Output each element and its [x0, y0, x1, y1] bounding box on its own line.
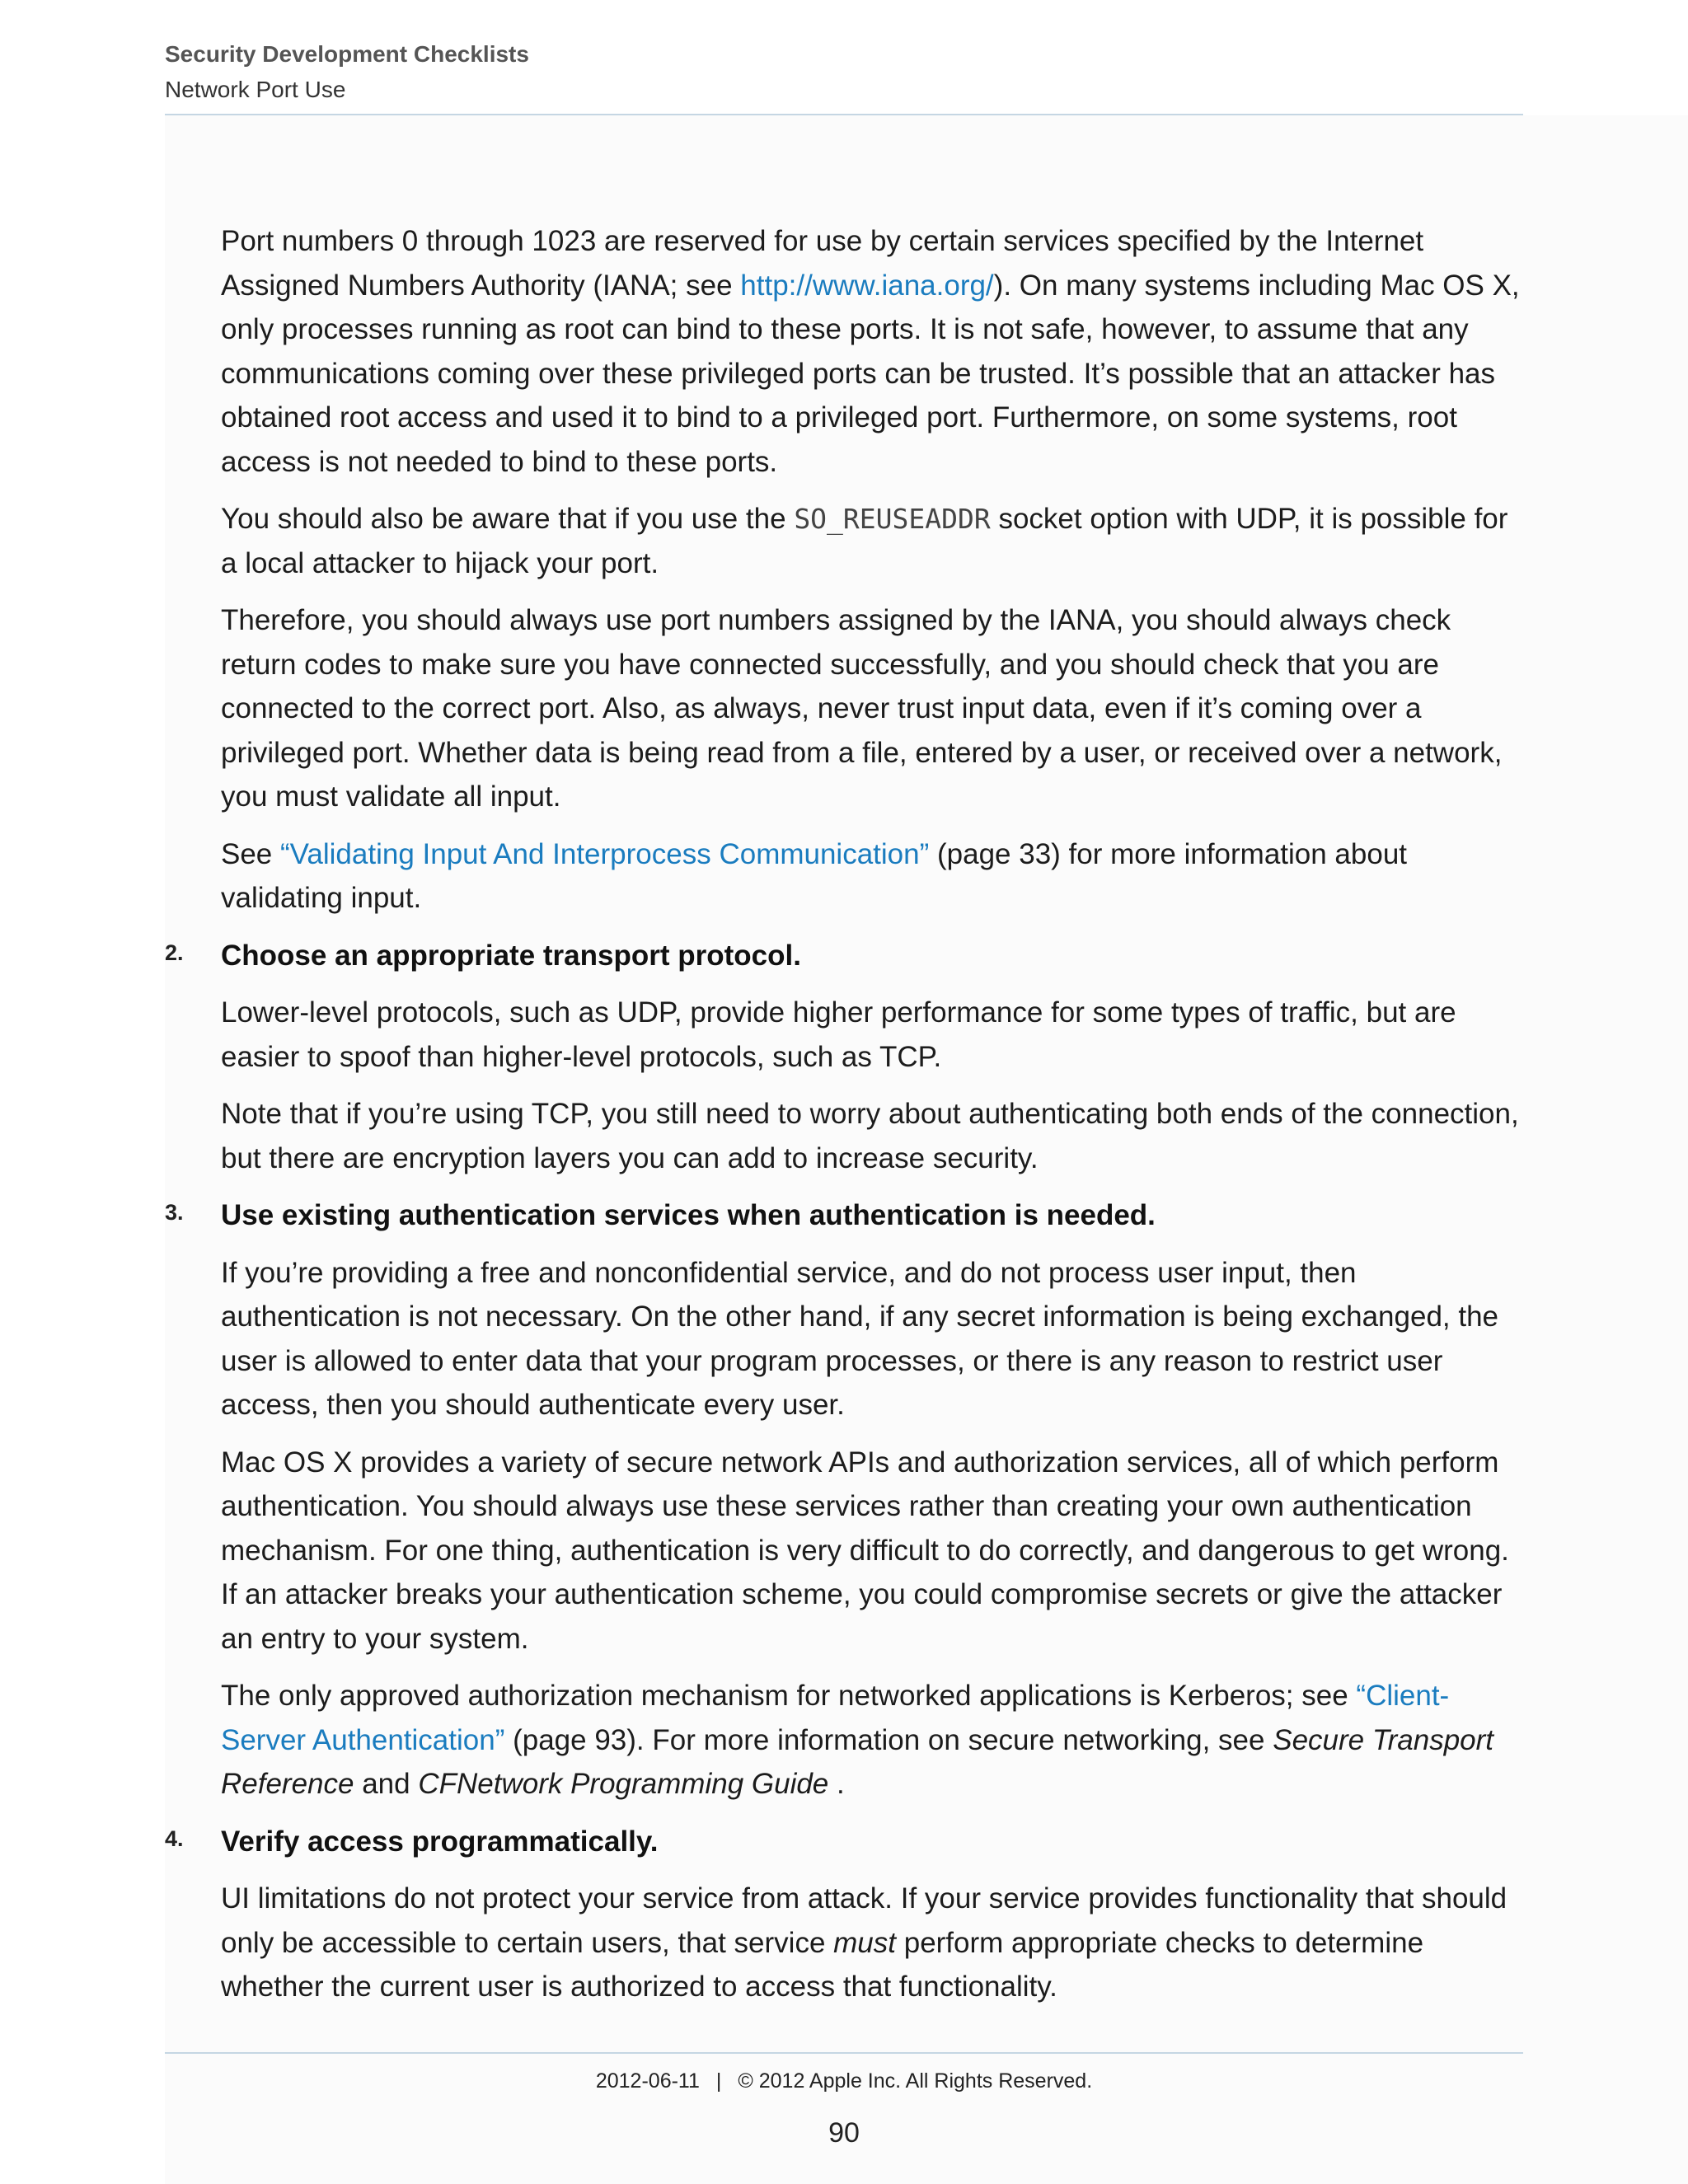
- footer-divider: [165, 2052, 1523, 2054]
- paragraph-therefore: Therefore, you should always use port numbers assigned by the IANA, you should always check return codes to make sure you have connected successfully, and you should check that you are connected to the correct port. Also, as always, never trust input data, even if it’s coming over a privileged port. Whether data is being read from a file, entered by a user, or received over a network, you must validate all input.: [221, 604, 1503, 813]
- footer-date: 2012-06-11: [595, 2069, 700, 2093]
- validating-input-link[interactable]: “Validating Input And Interprocess Communication”: [280, 837, 930, 870]
- document-title: Security Development Checklists: [165, 41, 529, 67]
- step-number: 2.: [165, 940, 184, 965]
- step-heading: Choose an appropriate transport protocol.: [221, 939, 801, 972]
- step-paragraph: UI limitations do not protect your service from attack. If your service provides functionality that should only be accessible to certain users, that service must perform appropriate checks to determine whether the current user is authorized to access that functionality.: [221, 1882, 1507, 2003]
- secure-transport-reference: Secure Transport Reference: [221, 1723, 1494, 1800]
- footer-separator: |: [715, 2069, 722, 2093]
- client-server-auth-link[interactable]: “Client-Server Authentication”: [221, 1680, 1450, 1756]
- step-paragraph: Lower-level protocols, such as UDP, provide higher performance for some types of traffic, but are easier to spoof than higher-level protocols, such as TCP.: [221, 996, 1456, 1073]
- footer-copyright: © 2012 Apple Inc. All Rights Reserved.: [738, 2069, 1093, 2093]
- step-2: [165, 934, 1523, 1181]
- paragraph-see-validating: See “Validating Input And Interprocess Communication” (page 33) for more information about validating input.: [221, 837, 1408, 914]
- paragraph-reuseaddr: You should also be aware that if you use the SO_REUSEADDR socket option with UDP, it is possible for a local attacker to hijack your port.: [221, 503, 1508, 579]
- step-paragraph: Mac OS X provides a variety of secure network APIs and authorization services, all of which perform authentication. You should always use these services rather than creating your own authentication mechanism. For one thing, authentication is very difficult to do correctly, and dangerous to get wrong. If an attacker breaks your authentication scheme, you could compromise secrets or give the attacker an entry to your system.: [221, 1446, 1509, 1655]
- step-paragraph: If you’re providing a free and nonconfidential service, and do not process user input, then authentication is not necessary. On the other hand, if any secret information is being exchanged, the user is allowed to enter data that your program processes, or there is any reason to restrict user access, then you should authenticate every user.: [221, 1256, 1499, 1421]
- step-heading: Use existing authentication services when authentication is needed.: [221, 1199, 1156, 1231]
- cfnetwork-guide-reference: CFNetwork Programming Guide: [418, 1768, 829, 1800]
- step-paragraph-kerberos: The only approved authorization mechanism for networked applications is Kerberos; see “Client-Server Authentication” (page 93). For more information on secure networking, see Secure Transport Reference and CFNetwork Programming Guide .: [221, 1680, 1494, 1800]
- step-number: 4.: [165, 1825, 184, 1851]
- code-so-reuseaddr: SO_REUSEADDR: [794, 503, 991, 535]
- emphasis-must: must: [833, 1926, 896, 1959]
- header-divider: [165, 114, 1523, 115]
- footer: [165, 2065, 1523, 2097]
- paragraph-port-numbers: Port numbers 0 through 1023 are reserved for use by certain services specified by the Internet Assigned Numbers Authority (IANA; see http://www.iana.org/). On many systems including Mac OS X, only processes running as root can bind to these ports. It is not safe, however, to assume that any communications coming over these privileged ports can be trusted. It’s possible that an attacker has obtained root access and used it to bind to a privileged port. Furthermore, on some systems, root access is not needed to bind to these ports.: [221, 225, 1520, 478]
- iana-link[interactable]: http://www.iana.org/: [740, 269, 994, 302]
- main-content: [165, 219, 1523, 2022]
- step-heading: Verify access programmatically.: [221, 1825, 659, 1858]
- page-number: 90: [828, 2117, 860, 2149]
- running-header: [165, 36, 1523, 107]
- step-number: 3.: [165, 1200, 184, 1225]
- step-3: [165, 1193, 1523, 1807]
- step-4: [165, 1820, 1523, 2009]
- step-paragraph: Note that if you’re using TCP, you still need to worry about authenticating both ends of the connection, but there are encryption layers you can add to increase security.: [221, 1098, 1519, 1174]
- section-title: Network Port Use: [165, 77, 346, 102]
